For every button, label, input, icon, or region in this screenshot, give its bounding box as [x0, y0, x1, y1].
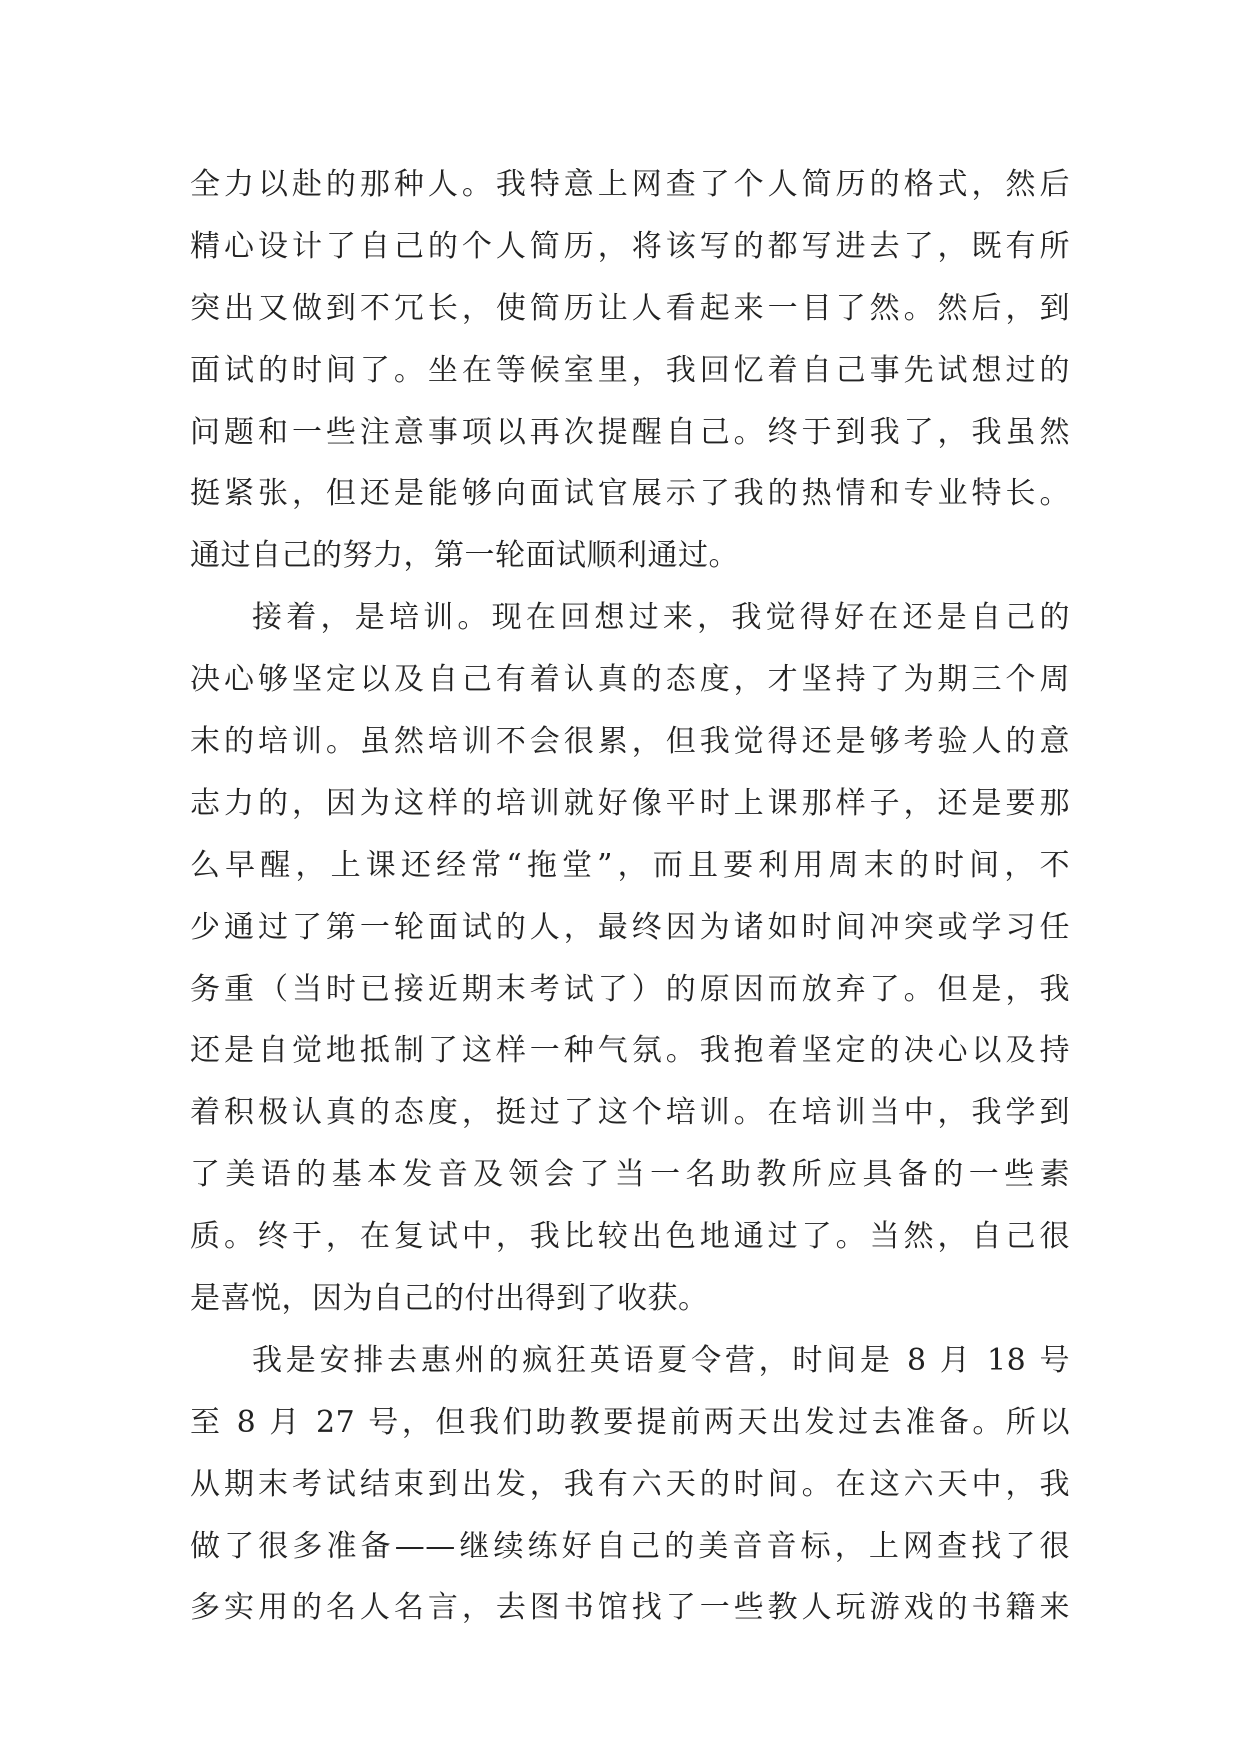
paragraph-2-line-1: 接着，是培训。现在回想过来，我觉得好在还是自己的: [252, 600, 1070, 636]
paragraph-1-line-5: 问题和一些注意事项以再次提醒自己。终于到我了，我虽然: [190, 414, 1070, 450]
paragraph-1-line-4: 面试的时间了。坐在等候室里，我回忆着自己事先试想过的: [190, 352, 1070, 388]
paragraph-1-line-7: 通过自己的努力，第一轮面试顺利通过。: [190, 538, 739, 574]
paragraph-2-line-2: 决心够坚定以及自己有着认真的态度，才坚持了为期三个周: [190, 662, 1070, 698]
paragraph-2-line-12: 是喜悦，因为自己的付出得到了收获。: [190, 1281, 709, 1317]
paragraph-2-line-3: 末的培训。虽然培训不会很累，但我觉得还是够考验人的意: [190, 724, 1070, 760]
paragraph-2-line-4: 志力的，因为这样的培训就好像平时上课那样子，还是要那: [190, 785, 1070, 821]
paragraph-2-line-8: 还是自觉地抵制了这样一种气氛。我抱着坚定的决心以及持: [190, 1033, 1070, 1069]
document-body: [190, 154, 1070, 1639]
paragraph-1-line-2: 精心设计了自己的个人简历，将该写的都写进去了，既有所: [190, 228, 1070, 264]
paragraph-2-line-5: 么早醒，上课还经常“拖堂”，而且要利用周末的时间，不: [190, 847, 1070, 883]
paragraph-2-line-10: 了美语的基本发音及领会了当一名助教所应具备的一些素: [190, 1157, 1070, 1193]
paragraph-3-line-2: 至 8 月 27 号，但我们助教要提前两天出发过去准备。所以: [190, 1404, 1070, 1440]
paragraph-3-line-1: 我是安排去惠州的疯狂英语夏令营，时间是 8 月 18 号: [252, 1342, 1070, 1378]
paragraph-1-line-3: 突出又做到不冗长，使简历让人看起来一目了然。然后，到: [190, 290, 1070, 326]
paragraph-1-line-1: 全力以赴的那种人。我特意上网查了个人简历的格式，然后: [190, 167, 1070, 202]
paragraph-2-line-6: 少通过了第一轮面试的人，最终因为诸如时间冲突或学习任: [190, 909, 1070, 945]
paragraph-1-line-6: 挺紧张，但还是能够向面试官展示了我的热情和专业特长。: [190, 476, 1070, 512]
paragraph-2-line-9: 着积极认真的态度，挺过了这个培训。在培训当中，我学到: [190, 1095, 1070, 1131]
paragraph-2-line-7: 务重（当时已接近期末考试了）的原因而放弃了。但是，我: [190, 971, 1070, 1007]
paragraph-3-line-5: 多实用的名人名言，去图书馆找了一些教人玩游戏的书籍来: [190, 1590, 1070, 1626]
paragraph-2-line-11: 质。终于，在复试中，我比较出色地通过了。当然，自己很: [190, 1219, 1070, 1255]
paragraph-3-line-4: 做了很多准备——继续练好自己的美音音标，上网查找了很: [190, 1528, 1070, 1564]
paragraph-3-line-3: 从期末考试结束到出发，我有六天的时间。在这六天中，我: [190, 1466, 1070, 1502]
